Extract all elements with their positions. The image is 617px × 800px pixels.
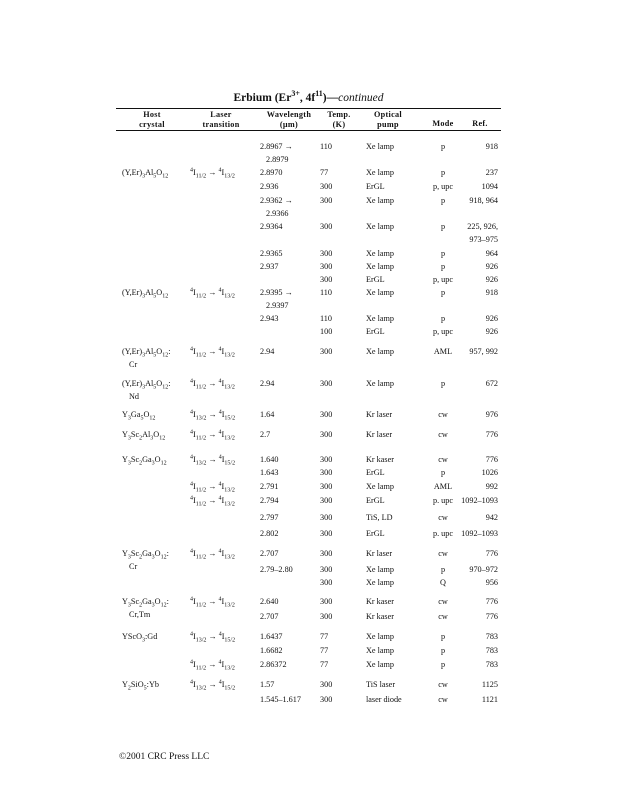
cell-pump: ErGL — [366, 496, 385, 505]
cell-wl: 2.707 — [260, 612, 279, 621]
cell-pump: Xe lamp — [366, 262, 394, 271]
cell-mode: cw — [438, 612, 448, 621]
cell-ref: 918 — [485, 288, 498, 297]
cell-temp: 300 — [320, 430, 333, 439]
cell-ref: 1092–1093 — [461, 496, 498, 505]
cell-ref: 918, 964 — [469, 196, 498, 205]
cell-ref: 783 — [485, 632, 498, 641]
cell-temp: 300 — [320, 410, 333, 419]
cell-mode: cw — [438, 597, 448, 606]
cell-ref: 776 — [485, 612, 498, 621]
cell-temp: 110 — [320, 142, 332, 151]
cell-temp: 77 — [320, 646, 329, 655]
cell-mode: p — [440, 565, 446, 574]
cell-host2: Cr — [129, 562, 138, 571]
cell-ref: 964 — [485, 249, 498, 258]
cell-mode: p, upc — [432, 182, 453, 191]
header-host-line2: crystal — [139, 119, 165, 129]
cell-temp: 300 — [320, 695, 333, 704]
cell-mode: p — [440, 646, 446, 655]
cell-ref: 1125 — [481, 680, 498, 689]
cell-mode: p — [440, 660, 446, 669]
cell-temp: 300 — [320, 565, 333, 574]
cell-temp: 300 — [320, 347, 333, 356]
cell-wl: 2.9362 → — [260, 196, 293, 205]
header-pump-line1: Optical — [373, 110, 403, 119]
cell-host: $Y_3Ga_5O_{12}$ — [122, 410, 156, 422]
cell-trans: $^4I_{11/2} \to ^4I_{13/2}$ — [190, 287, 235, 300]
header-wavelength — [258, 110, 320, 129]
cell-pump: Xe lamp — [366, 196, 394, 205]
cell-ref: 1094 — [481, 182, 498, 191]
cell-mode: cw — [438, 695, 448, 704]
cell-temp: 77 — [320, 168, 329, 177]
cell-temp: 300 — [320, 379, 333, 388]
cell-mode: p — [440, 196, 446, 205]
cell-temp: 110 — [320, 288, 332, 297]
cell-mode: p — [440, 262, 446, 271]
cell-pump: Xe lamp — [366, 646, 394, 655]
cell-host2: Cr,Tm — [129, 610, 151, 619]
cell-mode: p — [440, 288, 446, 297]
cell-wl: 2.86372 — [260, 660, 287, 669]
cell-wl: 2.707 — [260, 549, 279, 558]
cell-ref: 957, 992 — [469, 347, 498, 356]
cell-ref: 956 — [485, 578, 498, 587]
page-title — [0, 89, 617, 104]
cell-ref: 776 — [485, 549, 498, 558]
cell-host: $(Y,Er)_3Al_5O_{12}$: — [122, 379, 171, 391]
cell-wl: 2.7 — [260, 430, 271, 439]
cell-host: $Y_2SiO_5:Yb$ — [122, 680, 159, 692]
cell-temp: 300 — [320, 680, 333, 689]
cell-mode: p — [440, 468, 446, 477]
cell-trans: $^4I_{13/2} \to ^4I_{15/2}$ — [190, 631, 236, 644]
cell-wl2: 2.9397 — [266, 301, 289, 310]
cell-wl2: 2.8979 — [266, 155, 289, 164]
cell-pump: Kr laser — [366, 549, 393, 558]
cell-temp: 300 — [320, 222, 333, 231]
cell-wl: 2.640 — [260, 597, 279, 606]
cell-pump: Kr kaser — [366, 612, 394, 621]
cell-temp: 300 — [320, 455, 333, 464]
cell-wl: 1.545–1.617 — [260, 695, 301, 704]
cell-ref: 776 — [485, 430, 498, 439]
cell-pump: Xe lamp — [366, 660, 394, 669]
table-header-rule — [116, 130, 501, 131]
cell-mode: p — [440, 249, 446, 258]
cell-temp: 300 — [320, 529, 333, 538]
cell-wl: 2.9395 → — [260, 288, 293, 297]
cell-trans: $^4I_{11/2} \to ^4I_{13/2}$ — [190, 548, 235, 561]
cell-temp: 300 — [320, 612, 333, 621]
cell-wl: 1.57 — [260, 680, 275, 689]
cell-trans: $^4I_{11/2} \to ^4I_{13/2}$ — [190, 378, 235, 391]
header-temp-line1: Temp. — [327, 110, 351, 119]
cell-temp: 110 — [320, 314, 332, 323]
cell-pump: Xe lamp — [366, 249, 394, 258]
cell-mode: p — [440, 168, 446, 177]
header-host-line1: Host — [143, 110, 161, 119]
header-temp-line2: (K) — [332, 119, 346, 129]
header-temp — [318, 110, 360, 129]
cell-mode: p — [440, 314, 446, 323]
cell-temp: 300 — [320, 182, 333, 191]
cell-trans: $^4I_{11/2} \to ^4I_{13/2}$ — [190, 167, 235, 180]
cell-pump: Xe lamp — [366, 379, 394, 388]
cell-wl: 2.797 — [260, 513, 279, 522]
cell-trans: $^4I_{11/2} \to ^4I_{13/2}$ — [190, 429, 235, 442]
cell-mode: Q — [440, 578, 446, 587]
cell-ref: 926 — [485, 314, 498, 323]
cell-trans: $^4I_{11/2} \to ^4I_{13/2}$ — [190, 481, 235, 494]
header-transition-line1: Laser — [210, 110, 232, 119]
cell-wl: 1.643 — [260, 468, 279, 477]
cell-temp: 300 — [320, 249, 333, 258]
cell-ref: 942 — [485, 513, 498, 522]
cell-ref: 1121 — [481, 695, 498, 704]
cell-trans: $^4I_{11/2} \to ^4I_{13/2}$ — [190, 596, 235, 609]
cell-pump: Xe lamp — [366, 288, 394, 297]
cell-mode: cw — [438, 680, 448, 689]
header-pump-line2: pump — [377, 119, 399, 129]
cell-temp: 77 — [320, 632, 329, 641]
cell-pump: ErGL — [366, 468, 385, 477]
header-transition-line2: transition — [202, 119, 240, 129]
cell-mode: cw — [438, 549, 448, 558]
header-mode: Mode — [432, 119, 454, 128]
cell-temp: 77 — [320, 660, 329, 669]
cell-pump: Xe lamp — [366, 142, 394, 151]
cell-ref2: 973–975 — [469, 235, 498, 244]
cell-host: $(Y,Er)_3Al_5O_{12}$ — [122, 168, 169, 180]
cell-mode: p. upc — [432, 529, 453, 538]
cell-pump: TiS laser — [366, 680, 396, 689]
cell-mode: cw — [438, 430, 448, 439]
cell-ref: 918 — [485, 142, 498, 151]
cell-mode: p — [440, 222, 446, 231]
cell-mode: cw — [438, 513, 448, 522]
cell-wl: 1.6682 — [260, 646, 283, 655]
cell-wl: 2.94 — [260, 347, 275, 356]
cell-wl: 2.791 — [260, 482, 279, 491]
cell-pump: Xe lamp — [366, 578, 394, 587]
cell-temp: 100 — [320, 327, 333, 336]
cell-ref: 1026 — [481, 468, 498, 477]
cell-wl: 2.79–2.80 — [260, 565, 293, 574]
cell-ref: 783 — [485, 646, 498, 655]
cell-host: $(Y,Er)_3Al_5O_{12}$: — [122, 347, 171, 359]
cell-mode: p — [440, 632, 446, 641]
cell-host: $Y_3Sc_2Al_3O_{12}$ — [122, 430, 166, 442]
cell-wl: 2.802 — [260, 529, 279, 538]
cell-wl: 2.8967 → — [260, 142, 293, 151]
cell-ref: 225, 926, — [467, 222, 498, 231]
cell-pump: TiS, LD — [366, 513, 393, 522]
cell-wl: 2.94 — [260, 379, 275, 388]
cell-pump: ErGL — [366, 182, 385, 191]
cell-temp: 300 — [320, 196, 333, 205]
cell-pump: Kr laser — [366, 430, 393, 439]
cell-wl: 1.64 — [260, 410, 275, 419]
cell-ref: 783 — [485, 660, 498, 669]
header-wavelength-line2: (µm) — [279, 119, 299, 129]
cell-trans: $^4I_{11/2} \to ^4I_{13/2}$ — [190, 495, 235, 508]
cell-wl: 2.8970 — [260, 168, 283, 177]
cell-ref: 926 — [485, 262, 498, 271]
cell-mode: p — [440, 379, 446, 388]
cell-temp: 300 — [320, 275, 333, 284]
cell-host: $Y_3Sc_2Ga_3O_{12}$: — [122, 549, 169, 561]
cell-pump: Xe lamp — [366, 565, 394, 574]
cell-wl: 2.9364 — [260, 222, 283, 231]
cell-host: $(Y,Er)_3Al_5O_{12}$ — [122, 288, 169, 300]
cell-pump: Xe lamp — [366, 632, 394, 641]
cell-wl: 2.937 — [260, 262, 279, 271]
cell-temp: 300 — [320, 262, 333, 271]
cell-trans: $^4I_{11/2} \to ^4I_{13/2}$ — [190, 659, 235, 672]
cell-pump: Kr kaser — [366, 597, 394, 606]
cell-ref: 237 — [485, 168, 498, 177]
cell-pump: Kr kaser — [366, 455, 394, 464]
cell-wl: 2.9365 — [260, 249, 283, 258]
cell-mode: p — [440, 142, 446, 151]
cell-wl: 2.936 — [260, 182, 279, 191]
header-transition — [190, 110, 252, 129]
cell-trans: $^4I_{13/2} \to ^4I_{15/2}$ — [190, 454, 236, 467]
cell-host: YScO$_3$:Gd — [122, 632, 158, 644]
cell-temp: 300 — [320, 513, 333, 522]
cell-ref: 1092–1093 — [461, 529, 498, 538]
cell-pump: ErGL — [366, 275, 385, 284]
cell-ref: 776 — [485, 597, 498, 606]
title-continued: continued — [338, 92, 384, 104]
cell-pump: ErGL — [366, 529, 385, 538]
title-main: Erbium ($Er^{3+}$, $4f^{11}$) — [233, 89, 327, 104]
cell-trans: $^4I_{13/2} \to ^4I_{15/2}$ — [190, 409, 236, 422]
cell-ref: 992 — [485, 482, 498, 491]
cell-temp: 300 — [320, 496, 333, 505]
table-top-rule — [116, 108, 501, 109]
cell-host: $Y_3Sc_2Ga_3O_{12}$: — [122, 597, 169, 609]
cell-mode: cw — [438, 455, 448, 464]
cell-pump: Xe lamp — [366, 482, 394, 491]
cell-temp: 300 — [320, 578, 333, 587]
cell-temp: 300 — [320, 597, 333, 606]
header-pump — [364, 110, 412, 129]
cell-temp: 300 — [320, 482, 333, 491]
cell-mode: cw — [438, 410, 448, 419]
cell-wl2: 2.9366 — [266, 209, 289, 218]
cell-wl: 2.943 — [260, 314, 279, 323]
cell-pump: Xe lamp — [366, 314, 394, 323]
cell-mode: AML — [433, 482, 453, 491]
copyright-footer: ©2001 CRC Press LLC — [119, 752, 210, 762]
cell-temp: 300 — [320, 549, 333, 558]
header-host — [122, 110, 182, 129]
cell-mode: p, upc — [432, 327, 453, 336]
title-dash: — — [326, 92, 339, 104]
cell-ref: 776 — [485, 455, 498, 464]
cell-host: $Y_3Sc_2Ga_3O_{12}$ — [122, 455, 167, 467]
cell-ref: 970–972 — [469, 565, 498, 574]
cell-pump: Xe lamp — [366, 168, 394, 177]
cell-ref: 926 — [485, 275, 498, 284]
cell-ref: 926 — [485, 327, 498, 336]
cell-pump: laser diode — [366, 695, 402, 704]
cell-trans: $^4I_{11/2} \to ^4I_{13/2}$ — [190, 346, 235, 359]
cell-ref: 672 — [485, 379, 498, 388]
cell-pump: Kr laser — [366, 410, 393, 419]
cell-host2: Cr — [129, 360, 138, 369]
cell-temp: 300 — [320, 468, 333, 477]
cell-pump: ErGL — [366, 327, 385, 336]
cell-mode: p. upc — [432, 496, 453, 505]
cell-wl: 1.6437 — [260, 632, 283, 641]
cell-trans: $^4I_{13/2} \to ^4I_{15/2}$ — [190, 679, 236, 692]
cell-wl: 2.794 — [260, 496, 279, 505]
header-wavelength-line1: Wavelength — [266, 110, 312, 119]
cell-host2: Nd — [129, 392, 140, 401]
cell-wl: 1.640 — [260, 455, 279, 464]
cell-pump: Xe lamp — [366, 347, 394, 356]
cell-ref: 976 — [485, 410, 498, 419]
header-ref: Ref. — [472, 119, 488, 128]
cell-mode: p, upc — [432, 275, 453, 284]
cell-pump: Xe lamp — [366, 222, 394, 231]
cell-mode: AML — [433, 347, 453, 356]
